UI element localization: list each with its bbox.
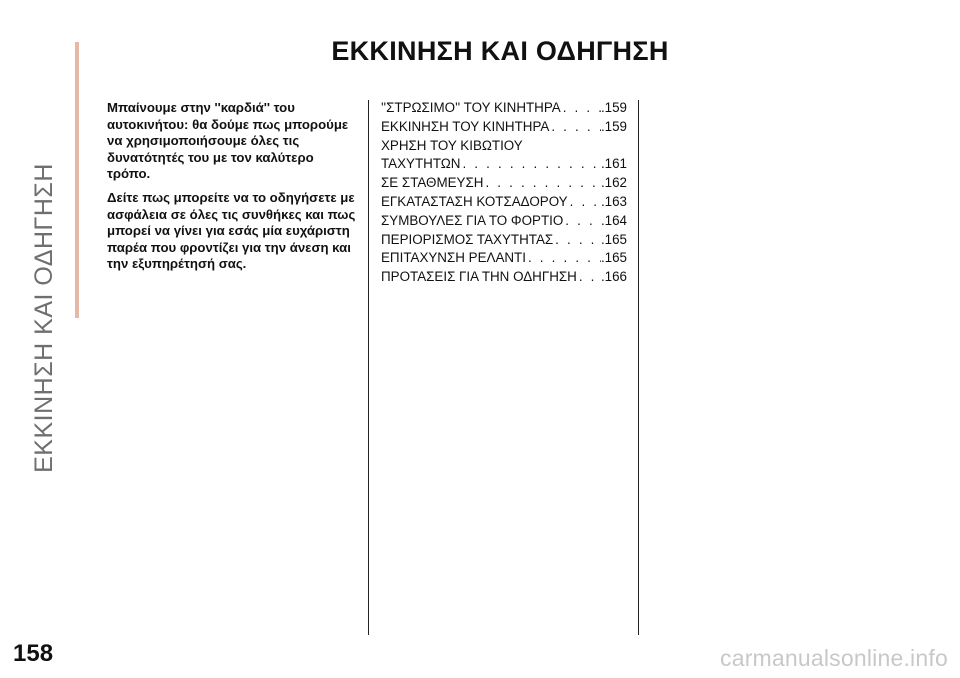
toc-entry-label-line1: ΧΡΗΣΗ ΤΟΥ ΚΙΒΩΤΙΟΥ <box>381 137 523 153</box>
toc-leader-dots <box>577 268 601 287</box>
page-title: ΕΚΚΙΝΗΣΗ ΚΑΙ ΟΔΗΓΗΣΗ <box>331 36 669 66</box>
intro-paragraph-1: Μπαίνουμε στην ''καρδιά'' του αυτοκινήτου: θα δούμε πως μπορούμε να χρησιμοποιήσουμε όλες τις δυνατότητές του με τον καλύτερο τρόπο. <box>107 100 349 182</box>
intro-paragraph-2: Δείτε πως μπορείτε να το οδηγήσετε με ασφάλεια σε όλες τις συνθήκες και πως μπορεί να γίνει για εσάς μία ευχάριστη παρέα που φροντίζει για την άνεση και την εξυπηρέτησή σας. <box>107 189 356 272</box>
toc-entry-label: ΣΕ ΣΤΑΘΜΕΥΣΗ <box>381 175 484 191</box>
chapter-side-rule <box>75 42 79 318</box>
toc-entry-running-in[interactable] <box>381 99 627 118</box>
chapter-side-title: ΕΚΚΙΝΗΣΗ ΚΑΙ ΟΔΗΓΗΣΗ <box>30 163 58 473</box>
toc-entry-page: .161 <box>600 156 627 172</box>
toc-entry-label: ΕΚΚΙΝΗΣΗ ΤΟΥ ΚΙΝΗΤΗΡΑ <box>381 118 550 134</box>
toc-entry-page: .159 <box>600 100 627 115</box>
toc-leader-dots <box>483 174 601 193</box>
toc-entry-page: .165 <box>600 250 627 266</box>
toc-entry-page: .164 <box>600 212 627 228</box>
toc-entry-engine-start[interactable] <box>381 118 627 137</box>
toc-leader-dots <box>563 212 601 231</box>
toc-entry-label: ΠΡΟΤΑΣΕΙΣ ΓΙΑ ΤΗΝ ΟΔΗΓΗΣΗ <box>381 269 577 285</box>
toc-entry-label: ΣΥΜΒΟΥΛΕΣ ΓΙΑ ΤΟ ΦΟΡΤΙΟ <box>381 212 564 228</box>
toc-entry-label: ΠΕΡΙΟΡΙΣΜΟΣ ΤΑΧΥΤΗΤΑΣ <box>381 231 554 247</box>
toc-entry-page: .163 <box>600 193 627 209</box>
toc-entry-parking[interactable] <box>381 174 627 193</box>
intro-text <box>107 100 359 280</box>
toc-entry-label: ΕΠΙΤΑΧΥΝΣΗ ΡΕΛΑΝΤΙ <box>381 250 526 266</box>
watermark: carmanualsonline.info <box>720 645 948 671</box>
column-divider-right <box>638 100 639 635</box>
toc-leader-dots <box>460 155 600 174</box>
toc-entry-speed-limiter[interactable] <box>381 231 627 250</box>
page-number: 158 <box>13 640 54 667</box>
toc-entry-tow-hook[interactable] <box>381 193 627 212</box>
toc-entry-idle-speed[interactable] <box>381 249 627 268</box>
toc-entry-label-line2: ΤΑΧΥΤΗΤΩΝ <box>381 156 461 172</box>
toc-entry-page: .162 <box>600 175 627 191</box>
toc-entry-driving-tips[interactable] <box>381 268 627 287</box>
toc-leader-dots <box>526 249 601 268</box>
toc-leader-dots <box>561 99 601 118</box>
toc-entry-label: ΕΓΚΑΤΑΣΤΑΣΗ ΚΟΤΣΑΔΟΡΟΥ <box>381 193 568 209</box>
toc-entry-load-advice[interactable] <box>381 212 627 231</box>
toc-entry-page: .159 <box>600 118 627 134</box>
table-of-contents <box>381 99 627 287</box>
toc-entry-label: ''ΣΤΡΩΣΙΜΟ'' ΤΟΥ ΚΙΝΗΤΗΡΑ <box>381 100 561 115</box>
toc-leader-dots <box>568 193 601 212</box>
toc-entry-page: .166 <box>600 269 627 285</box>
column-divider-left <box>368 100 369 635</box>
toc-entry-gearbox[interactable] <box>381 137 627 175</box>
toc-leader-dots <box>553 231 601 250</box>
toc-entry-page: .165 <box>600 231 627 247</box>
toc-leader-dots <box>549 118 601 137</box>
